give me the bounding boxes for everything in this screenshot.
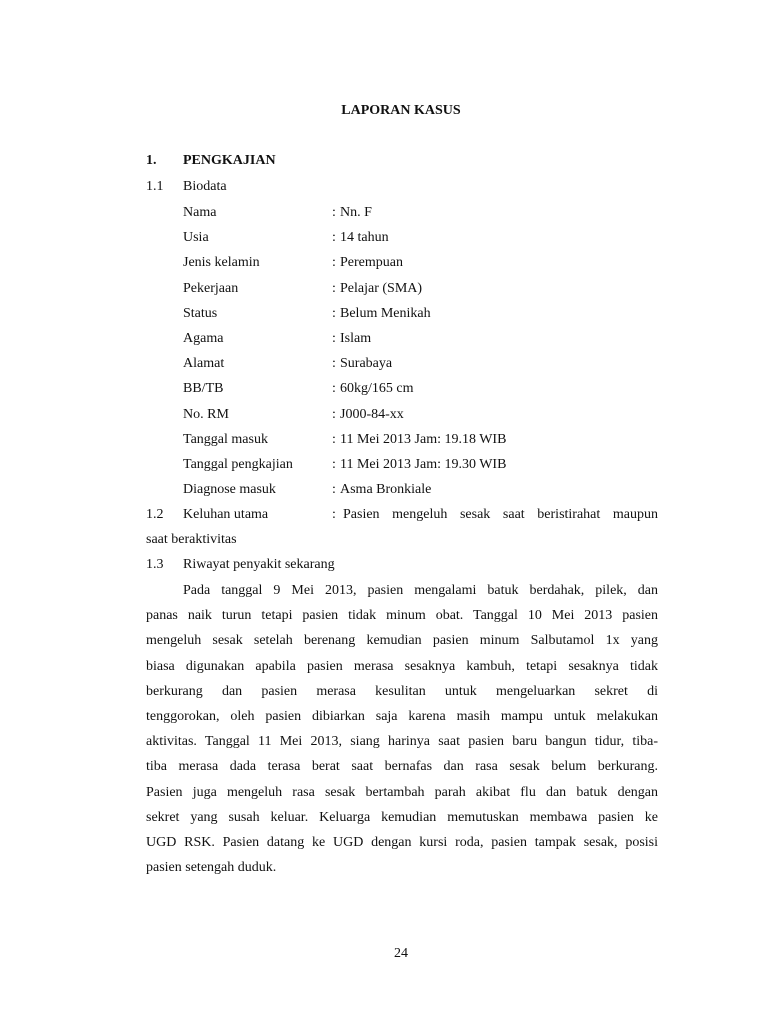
paragraph-line: UGD RSK. Pasien datang ke UGD dengan kursi roda, pasien tampak sesak, posisi	[146, 834, 658, 850]
biodata-label: Usia	[183, 230, 209, 246]
colon: :	[332, 331, 336, 346]
section-number: 1.	[146, 153, 157, 168]
biodata-label: Diagnose masuk	[183, 482, 276, 498]
colon: :	[332, 457, 336, 472]
biodata-value: 60kg/165 cm	[340, 381, 414, 397]
riwayat-paragraph	[146, 578, 658, 880]
paragraph-line: sekret yang susah keluar. Keluarga kemudian memutuskan membawa pasien ke	[146, 809, 658, 825]
colon: :	[332, 431, 336, 447]
biodata-label: No. RM	[183, 406, 229, 422]
subsection-title: Riwayat penyakit sekarang	[183, 557, 335, 572]
biodata-label: Agama	[183, 331, 224, 346]
biodata-value: 14 tahun	[340, 230, 389, 246]
keluhan-label: Keluhan utama	[183, 507, 269, 522]
biodata-value: Nn. F	[340, 205, 372, 220]
paragraph-line: mengeluh sesak setelah berenang kemudian pasien minum Salbutamol 1x yang	[146, 633, 658, 649]
paragraph-line: Pasien juga mengeluh rasa sesak bertambah parah akibat flu dan batuk dengan	[146, 784, 658, 800]
colon: :	[332, 280, 336, 296]
biodata-value: Perempuan	[340, 255, 403, 271]
paragraph-line: berkurang dan pasien merasa kesulitan untuk mengeluarkan sekret di	[146, 683, 658, 699]
paragraph-line: tenggorokan, oleh pasien dibiarkan saja karena masih mampu untuk melakukan	[146, 708, 658, 724]
biodata-value: Asma Bronkiale	[340, 482, 432, 498]
biodata-value: Surabaya	[340, 356, 393, 372]
biodata-value: 11 Mei 2013 Jam: 19.18 WIB	[340, 431, 507, 447]
keluhan-value-line2: saat beraktivitas	[146, 532, 237, 547]
colon: :	[332, 230, 336, 246]
paragraph-line: panas naik turun tetapi pasien tidak minum obat. Tanggal 10 Mei 2013 pasien	[146, 608, 658, 624]
biodata-label: Tanggal pengkajian	[183, 457, 293, 472]
biodata-value: J000-84-xx	[340, 406, 404, 422]
paragraph-line: Pada tanggal 9 Mei 2013, pasien mengalami batuk berdahak, pilek, dan	[183, 583, 658, 598]
colon: :	[332, 356, 336, 372]
colon: :	[332, 507, 336, 522]
colon: :	[332, 381, 336, 397]
biodata-label: BB/TB	[183, 381, 224, 397]
page-number: 24	[394, 946, 408, 961]
colon: :	[332, 406, 336, 422]
colon: :	[332, 255, 336, 271]
subsection-title: Biodata	[183, 179, 227, 194]
paragraph-line: tiba merasa dada terasa berat saat bernafas dan rasa sesak belum berkurang.	[146, 759, 658, 775]
section-title: PENGKAJIAN	[183, 153, 276, 168]
biodata-label: Pekerjaan	[183, 280, 239, 296]
biodata-value: Pelajar (SMA)	[340, 280, 423, 296]
keluhan-value: Pasien mengeluh sesak saat beristirahat maupun	[343, 507, 658, 522]
biodata-label: Status	[183, 305, 218, 321]
biodata-label: Nama	[183, 205, 217, 220]
biodata-label: Jenis kelamin	[183, 255, 260, 271]
biodata-label: Alamat	[183, 356, 225, 372]
subsection-number: 1.3	[146, 557, 164, 572]
biodata-value: Belum Menikah	[340, 305, 431, 321]
paragraph-line: aktivitas. Tanggal 11 Mei 2013, siang harinya saat pasien baru bangun tidur, tiba-	[146, 734, 658, 750]
biodata-value: Islam	[340, 331, 372, 346]
paragraph-line: biasa digunakan apabila pasien merasa sesaknya kambuh, tetapi sesaknya tidak	[146, 658, 658, 674]
biodata-label: Tanggal masuk	[183, 431, 268, 447]
biodata-value: 11 Mei 2013 Jam: 19.30 WIB	[340, 457, 507, 472]
subsection-number: 1.2	[146, 507, 164, 522]
colon: :	[332, 305, 336, 321]
colon: :	[332, 482, 336, 498]
paragraph-line: pasien setengah duduk.	[146, 860, 277, 876]
document-title: LAPORAN KASUS	[341, 103, 461, 118]
colon: :	[332, 205, 336, 220]
subsection-number: 1.1	[146, 179, 164, 194]
